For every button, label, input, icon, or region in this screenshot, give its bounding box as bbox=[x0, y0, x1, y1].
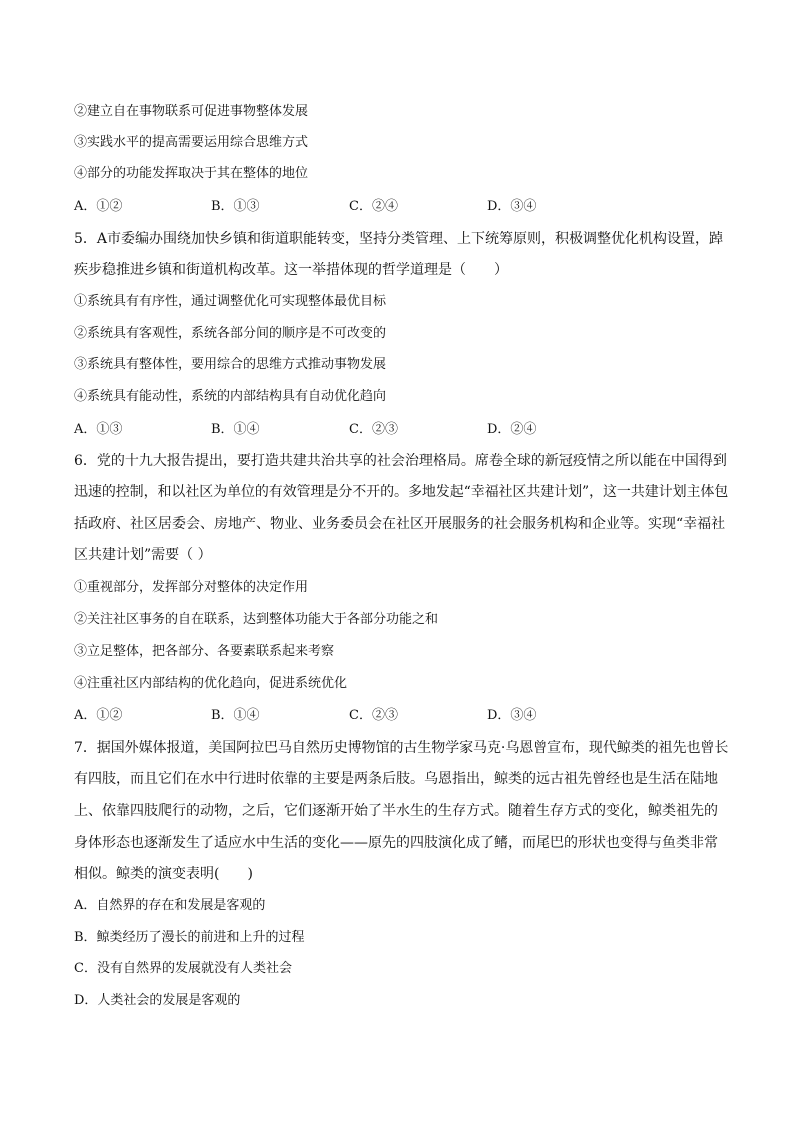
q6-statement-3: ③立足整体，把各部分、各要素联系起来考察 bbox=[74, 644, 335, 659]
q7-option-d: D．人类社会的发展是客观的 bbox=[74, 993, 241, 1008]
q6-statement-4: ④注重社区内部结构的优化趋向，促进系统优化 bbox=[74, 676, 348, 691]
q7-option-a: A．自然界的存在和发展是客观的 bbox=[74, 898, 266, 913]
q4-option-d: D．③④ bbox=[487, 199, 537, 214]
q7-option-b: B．鲸类经历了漫长的前进和上升的过程 bbox=[74, 930, 305, 945]
q4-statement-2: ②建立自在事物联系可促进事物整体发展 bbox=[74, 104, 309, 119]
q4-statement-3: ③实践水平的提高需要运用综合思维方式 bbox=[74, 135, 309, 150]
q4-option-a: A．①② bbox=[74, 199, 123, 214]
q7-stem-line-4: 身体形态也逐渐发生了适应水中生活的变化——原先的四肢演化成了鳍，而尾巴的形状也变得与鱼类非常 bbox=[74, 835, 718, 851]
q5-options bbox=[74, 422, 728, 438]
q5-statement-2: ②系统具有客观性，系统各部分间的顺序是不可改变的 bbox=[74, 326, 387, 341]
q7-stem-line-1: 7．据国外媒体报道，美国阿拉巴马自然历史博物馆的古生物学家马克·乌恩曾宣布，现代鲸类的祖先也曾长 bbox=[74, 740, 728, 756]
q5-option-b: B．①④ bbox=[211, 422, 260, 437]
q6-option-c: C．②③ bbox=[349, 708, 398, 723]
q7-stem-line-2: 有四肢，而且它们在水中行进时依靠的主要是两条后肢。乌恩指出，鲸类的远古祖先曾经也是生活在陆地 bbox=[74, 771, 718, 787]
q5-statement-3: ③系统具有整体性，要用综合的思维方式推动事物发展 bbox=[74, 357, 387, 372]
q6-option-a: A．①② bbox=[74, 708, 123, 723]
q6-statement-2: ②关注社区事务的自在联系，达到整体功能大于各部分功能之和 bbox=[74, 612, 439, 627]
q6-statement-1: ①重视部分，发挥部分对整体的决定作用 bbox=[74, 580, 309, 595]
q5-option-c: C．②③ bbox=[349, 422, 398, 437]
q5-statement-1: ①系统具有有序性，通过调整优化可实现整体最优目标 bbox=[74, 294, 387, 309]
q5-option-d: D．②④ bbox=[487, 422, 537, 437]
q7-stem-line-5: 相似。鲸类的演变表明( ) bbox=[74, 866, 253, 882]
q6-stem-line-3: 括政府、社区居委会、房地产、物业、业务委员会在社区开展服务的社会服务机构和企业等。实现“幸福社 bbox=[74, 516, 726, 532]
q7-stem-line-3: 上、依靠四肢爬行的动物，之后，它们逐渐开始了半水生的生存方式。随着生存方式的变化，鲸类祖先的 bbox=[74, 803, 718, 819]
q4-option-b: B．①③ bbox=[211, 199, 260, 214]
q5-stem-line-1: 5．A市委编办围绕加快乡镇和街道职能转变，坚持分类管理、上下统筹原则，积极调整优化机构设置，踔 bbox=[74, 231, 724, 247]
q5-option-a: A．①③ bbox=[74, 422, 123, 437]
q4-options bbox=[74, 199, 728, 215]
q5-statement-4: ④系统具有能动性，系统的内部结构具有自动优化趋向 bbox=[74, 389, 387, 404]
q6-option-b: B．①④ bbox=[211, 708, 260, 723]
q4-option-c: C．②④ bbox=[349, 199, 398, 214]
q6-options bbox=[74, 708, 728, 724]
q4-statement-4: ④部分的功能发挥取决于其在整体的地位 bbox=[74, 166, 309, 181]
q6-stem-line-2: 迅速的控制，和以社区为单位的有效管理是分不开的。多地发起“幸福社区共建计划”，这一共建计划主体包 bbox=[74, 484, 728, 500]
q7-option-c: C．没有自然界的发展就没有人类社会 bbox=[74, 961, 292, 976]
q5-stem-line-2: 疾步稳推进乡镇和街道机构改革。这一举措体现的哲学道理是（ ） bbox=[74, 262, 508, 278]
q6-option-d: D．③④ bbox=[487, 708, 537, 723]
q6-stem-line-4: 区共建计划”需要（ ） bbox=[74, 547, 212, 563]
q6-stem-line-1: 6．党的十九大报告提出，要打造共建共治共享的社会治理格局。席卷全球的新冠疫情之所以能在中国得到 bbox=[74, 453, 727, 469]
